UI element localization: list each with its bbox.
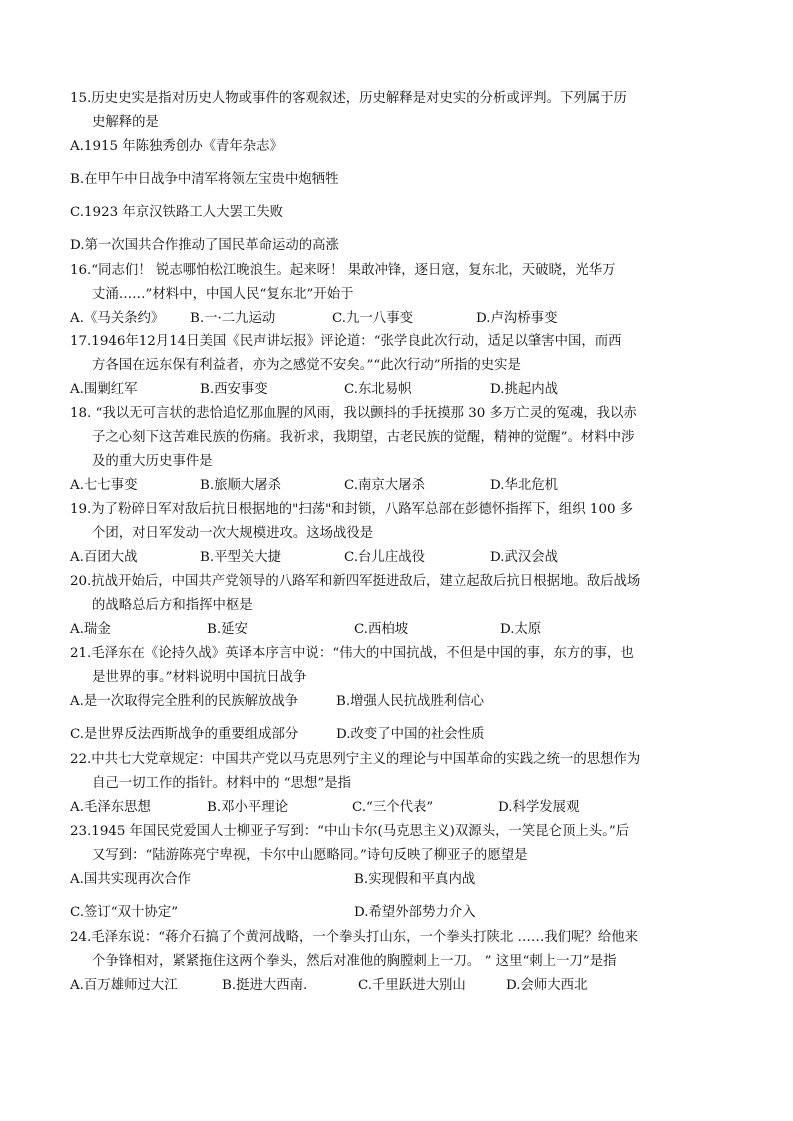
q17-option-b: B.西安事变 [200,382,268,397]
q21-option-b: B.增强人民抗战胜利信心 [336,694,485,709]
q19-option-a: A.百团大战 [70,550,138,565]
q24-stem-line-1: 24.毛泽东说：“蒋介石搞了个黄河战略，一个拳头打山东，一个拳头打陕北 ……我们呢？给他来 [70,930,639,945]
q22-option-d: D.科学发展观 [498,800,580,815]
q22-stem-line-2: 自己一切工作的指针。材料中的 “思想”是指 [92,776,351,791]
q18-options [70,476,750,496]
q15-option-c: C.1923 年京汉铁路工人大罢工失败 [70,205,284,220]
q20-option-b: B.延安 [207,622,248,637]
q21-option-c: C.是世界反法西斯战争的重要组成部分 [70,727,299,742]
q24-stem-line-2: 个争锋相对，紧紧拖住这两个拳头，然后对准他的胸膛刺上一刀。 ” 这里“刺上一刀”是指 [92,954,617,969]
q24-option-b: B.挺进大西南. [222,978,308,993]
q23-options-row-1 [70,870,750,890]
q15-option-b: B.在甲午中日战争中清军将领左宝贵中炮牺牲 [70,172,339,187]
q17-option-c: C.东北易帜 [344,382,412,397]
q17-stem-line-1: 17.1946年12月14日美国《民声讲坛报》评论道：“张学良此次行动，适足以肇害中国，而西 [70,334,622,349]
q18-stem-line-1: 18. “我以无可言状的悲恰追忆那血腥的风雨，我以颤抖的手抚摸那 30 多万亡灵的冤魂，我以赤 [70,406,637,421]
q20-options [70,620,750,640]
q22-stem-line-1: 22.中共七大党章规定：中国共产党以马克思列宁主义的理论与中国革命的实践之统一的思想作为 [70,752,641,767]
q23-option-d: D.希望外部势力介入 [354,905,476,920]
q18-option-c: C.南京大屠杀 [344,478,425,493]
q20-option-d: D.太原 [500,622,542,637]
q15-stem-line-2: 史解释的是 [92,115,159,130]
q22-option-c: C.“三个代表” [352,800,434,815]
q16-options [70,309,750,329]
q21-stem-line-1: 21.毛泽东在《论持久战》英译本序言中说：“伟大的中国抗战，不但是中国的事，东方的事，也 [70,646,634,661]
q21-stem-line-2: 是世界的事。”材料说明中国抗日战争 [92,670,307,685]
q19-options [70,548,750,568]
q23-stem-line-2: 又写到：“陆游陈亮宁卑视，卡尔中山愿略同。”诗句反映了柳亚子的愿望是 [92,848,528,863]
q16-option-c: C.九一八事变 [332,311,413,326]
q22-option-a: A.毛泽东思想 [70,800,151,815]
q19-stem-line-1: 19.为了粉碎日军对敌后抗日根据地的"扫荡"和封锁，八路军总部在彭德怀指挥下，组织 100 多 [70,502,634,517]
q18-option-a: A.七七事变 [70,478,138,493]
q19-option-c: C.台儿庄战役 [344,550,425,565]
q22-option-b: B.邓小平理论 [207,800,289,815]
q23-options-row-2 [70,903,750,923]
q16-stem-line-1: 16.“同志们！ 锐志哪怕松江晚浪生。起来呀！ 果敢冲锋，逐日寇，复东北，天破晓，光华万 [70,263,616,278]
q19-option-b: B.平型关大捷 [200,550,282,565]
q17-option-a: A.围剿红军 [70,382,138,397]
q24-options [70,976,750,996]
q19-option-d: D.武汉会战 [490,550,559,565]
q18-stem-line-2: 子之心刻下这苦难民族的伤痛。我祈求，我期望，古老民族的觉醒，精神的觉醒”。材料中涉 [92,430,635,445]
q16-option-b: B.一·二九运动 [190,311,276,326]
q16-stem-line-2: 丈涌……”材料中，中国人民“复东北”开始于 [92,287,354,302]
q18-option-d: D.华北危机 [490,478,559,493]
q24-option-c: C.千里跃进大别山 [358,978,466,993]
q23-option-a: A.国共实现再次合作 [70,872,192,887]
q15-option-d: D.第一次国共合作推动了国民革命运动的高涨 [70,238,339,253]
q18-option-b: B.旅顺大屠杀 [200,478,282,493]
q24-option-a: A.百万雄师过大江 [70,978,178,993]
q17-option-d: D.挑起内战 [490,382,559,397]
q21-option-d: D.改变了中国的社会性质 [336,727,485,742]
q15-stem-line-1: 15.历史史实是指对历史人物或事件的客观叙述，历史解释是对史实的分析或评判。下列属于历 [70,91,627,106]
q17-stem-line-2: 方各国在远东保有利益者，亦为之感觉不安矣。”“此次行动”所指的史实是 [92,358,521,373]
q23-option-b: B.实现假和平真内战 [354,872,476,887]
q24-option-d: D.会师大西北 [506,978,588,993]
q20-stem-line-2: 的战略总后方和指挥中枢是 [92,598,253,613]
q22-options [70,798,750,818]
q23-option-c: C.签订“双十协定” [70,905,179,920]
q20-stem-line-1: 20.抗战开始后，中国共产党领导的八路军和新四军挺进敌后，建立起敌后抗日根据地。敌后战场 [70,574,641,589]
q20-option-c: C.西柏坡 [354,622,409,637]
q21-options-row-1 [70,692,750,712]
q19-stem-line-2: 个团，对日军发动一次大规模进攻。这场战役是 [92,526,374,541]
q21-options-row-2 [70,725,750,745]
q21-option-a: A.是一次取得完全胜利的民族解放战争 [70,694,299,709]
q15-option-a: A.1915 年陈独秀创办《青年杂志》 [70,139,283,154]
q16-option-a: A.《马关条约》 [70,311,165,326]
q18-stem-line-3: 及的重大历史事件是 [92,454,213,469]
q23-stem-line-1: 23.1945 年国民党爱国人士柳亚子写到：“中山卡尔(马克思主义)双源头，一笑昆仑顶上头。”后 [70,824,630,839]
q20-option-a: A.瑞金 [70,622,111,637]
q17-options [70,380,750,400]
q16-option-d: D.卢沟桥事变 [476,311,558,326]
